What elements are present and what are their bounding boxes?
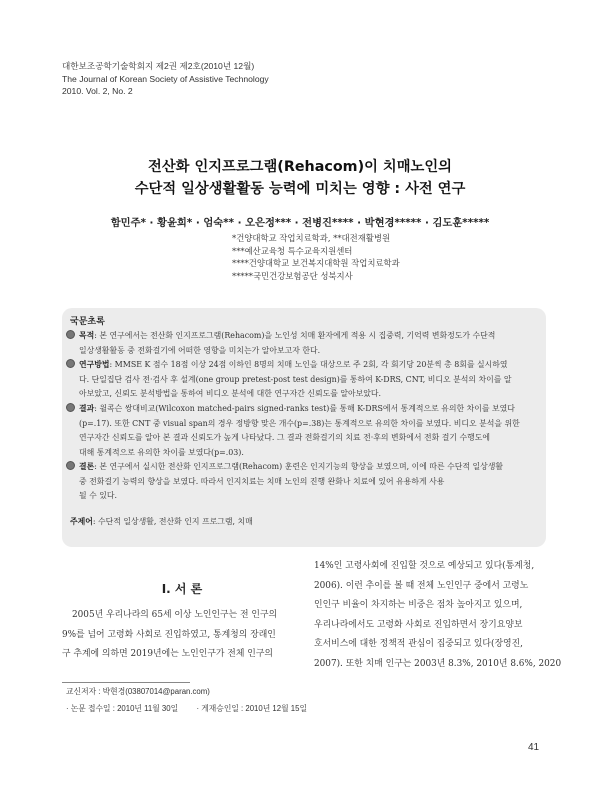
abstract-heading: 국문초록	[70, 317, 105, 327]
abstract-text: 중 전화걸기 능력의 향상을 보였다. 따라서 인지치료는 치매 노인의 진행 완화나 치료에 있어 유용하게 사용	[79, 476, 445, 486]
section-heading-introduction: I. 서 론	[161, 582, 203, 596]
paper-title-line-2: 수단적 일상생활활동 능력에 미치는 영향 : 사전 연구	[134, 181, 466, 197]
body-line: 14%인 고령사회에 진입할 것으로 예상되고 있다(통계청,	[314, 561, 535, 571]
body-line: 2006). 이런 추이를 볼 때 전체 노인인구 중에서 고령노	[314, 580, 529, 591]
abstract-purpose	[66, 329, 536, 358]
abstract-text: : 윌콕슨 쌍대비교(Wilcoxon matched-pairs signed-ranks test)를 통해 K-DRS에서 통계적으로 유의한 차이를 보였다	[94, 404, 515, 413]
submission-dates	[66, 703, 307, 714]
keywords-label: 주제어	[70, 517, 93, 526]
keywords	[70, 516, 253, 527]
body-line: 9%를 넘어 고령화 사회로 진입하였고, 통계청의 장래인	[62, 629, 276, 640]
correspondence-author: 교신저자 : 박현경(03807014@paran.com)	[66, 687, 210, 696]
page-number: 41	[528, 742, 540, 753]
bullet-icon	[66, 359, 75, 368]
abstract-text: : MMSE K 점수 18점 이상 24점 이하인 8명의 치매 노인을 대상으로 주 2회, 각 회기당 20분씩 총 8회를 실시하였	[109, 360, 508, 369]
journal-name-english: The Journal of Korean Society of Assistive Technology	[62, 73, 269, 84]
affiliation: ***예산교육청 특수교육지원센터	[232, 245, 353, 256]
bullet-icon	[66, 403, 75, 412]
abstract-label: 결과	[79, 404, 95, 413]
body-line: 2005년 우리나라의 65세 이상 노인인구는 전 인구의	[72, 610, 278, 620]
journal-header	[62, 60, 269, 98]
abstract-results	[66, 402, 536, 460]
received-date: · 논문 접수일 : 2010년 11월 30일	[66, 704, 179, 713]
abstract-conclusion	[66, 460, 536, 504]
paper-title-line-1: 전산화 인지프로그램(Rehacom)이 치매노인의	[148, 159, 452, 175]
abstract-text: 아보았고, 신뢰도 분석방법을 통하여 비디오 분석에 대한 연구자간 신뢰도를 알아보았다.	[79, 389, 381, 399]
accepted-date: · 게재승인일 : 2010년 12월 15일	[196, 704, 308, 713]
body-line: 2007). 또한 치매 인구는 2003년 8.3%, 2010년 8.6%, 2020	[314, 658, 562, 669]
journal-volume: 2010. Vol. 2, No. 2	[62, 86, 133, 96]
keywords-text: : 수단적 일상생활, 전산화 인지 프로그램, 치매	[92, 517, 253, 526]
abstract-label: 결론	[79, 462, 95, 471]
body-column-right	[314, 557, 562, 675]
body-column-left	[62, 606, 302, 665]
abstract-text: (p=.17). 또한 CNT 중 visual span의 경우 정방향 맞은 개수(p=.38)는 통계적으로 유의한 차이를 보였다. 비디오 분석을 위한	[79, 418, 520, 428]
author-list: 함민주* · 황윤희* · 엄숙** · 오은정*** · 전병진**** · 박현경***** · 김도훈*****	[110, 217, 490, 229]
bullet-icon	[66, 461, 75, 470]
abstract-text: 대해 통계적으로 유의한 차이를 보였다(p=.03).	[79, 447, 244, 457]
journal-name-korean: 대한보조공학기술학회지 제2권 제2호(2010년 12월)	[62, 61, 255, 71]
abstract-label: 연구방법	[79, 360, 110, 369]
abstract-text: 다. 단일집단 검사 전·검사 후 설계(one group pretest-post test design)를 통하여 K-DRS, CNT, 비디오 분석의 차이를 알	[79, 374, 512, 384]
abstract-methods	[66, 358, 536, 402]
abstract-text: : 본 연구에서는 전산화 인지프로그램(Rehacom)을 노인성 치매 환자에게 적용 시 집중력, 기억력 변화정도가 수단적	[94, 331, 496, 340]
abstract-label: 목적	[79, 331, 95, 340]
footnote-divider	[62, 682, 190, 683]
body-line: 인인구 비율이 차지하는 비중은 점차 높아지고 있으며,	[314, 600, 523, 611]
affiliation: ****건양대학교 보건복지대학원 작업치료학과	[232, 258, 400, 269]
affiliations	[232, 232, 400, 282]
abstract-text: 일상생활활동 중 전화걸기에 어떠한 영향을 미치는가 알아보고자 한다.	[79, 345, 321, 355]
abstract-text: 될 수 있다.	[79, 491, 118, 501]
affiliation: *****국민건강보험공단 성북지사	[232, 270, 353, 281]
affiliation: *건양대학교 작업치료학과, **대전재활병원	[232, 233, 391, 243]
body-line: 호서비스에 대한 정책적 관심이 집중되고 있다(장영진,	[314, 639, 523, 650]
bullet-icon	[66, 330, 75, 339]
abstract-text: 연구자간 신뢰도를 알아 본 결과 신뢰도가 높게 나타났다. 그 결과 전화걸기의 치료 전·후의 변화에서 전화 걸기 수행도에	[79, 433, 491, 443]
body-line: 구 추계에 의하면 2019년에는 노인인구가 전체 인구의	[62, 649, 273, 660]
abstract-text: : 본 연구에서 실시한 전산화 인지프로그램(Rehacom) 훈련은 인지기능의 향상을 보였으며, 이에 따른 수단적 일상생활	[94, 462, 503, 471]
body-line: 우리나라에서도 고령화 사회로 진입하면서 장기요양보	[314, 619, 523, 630]
